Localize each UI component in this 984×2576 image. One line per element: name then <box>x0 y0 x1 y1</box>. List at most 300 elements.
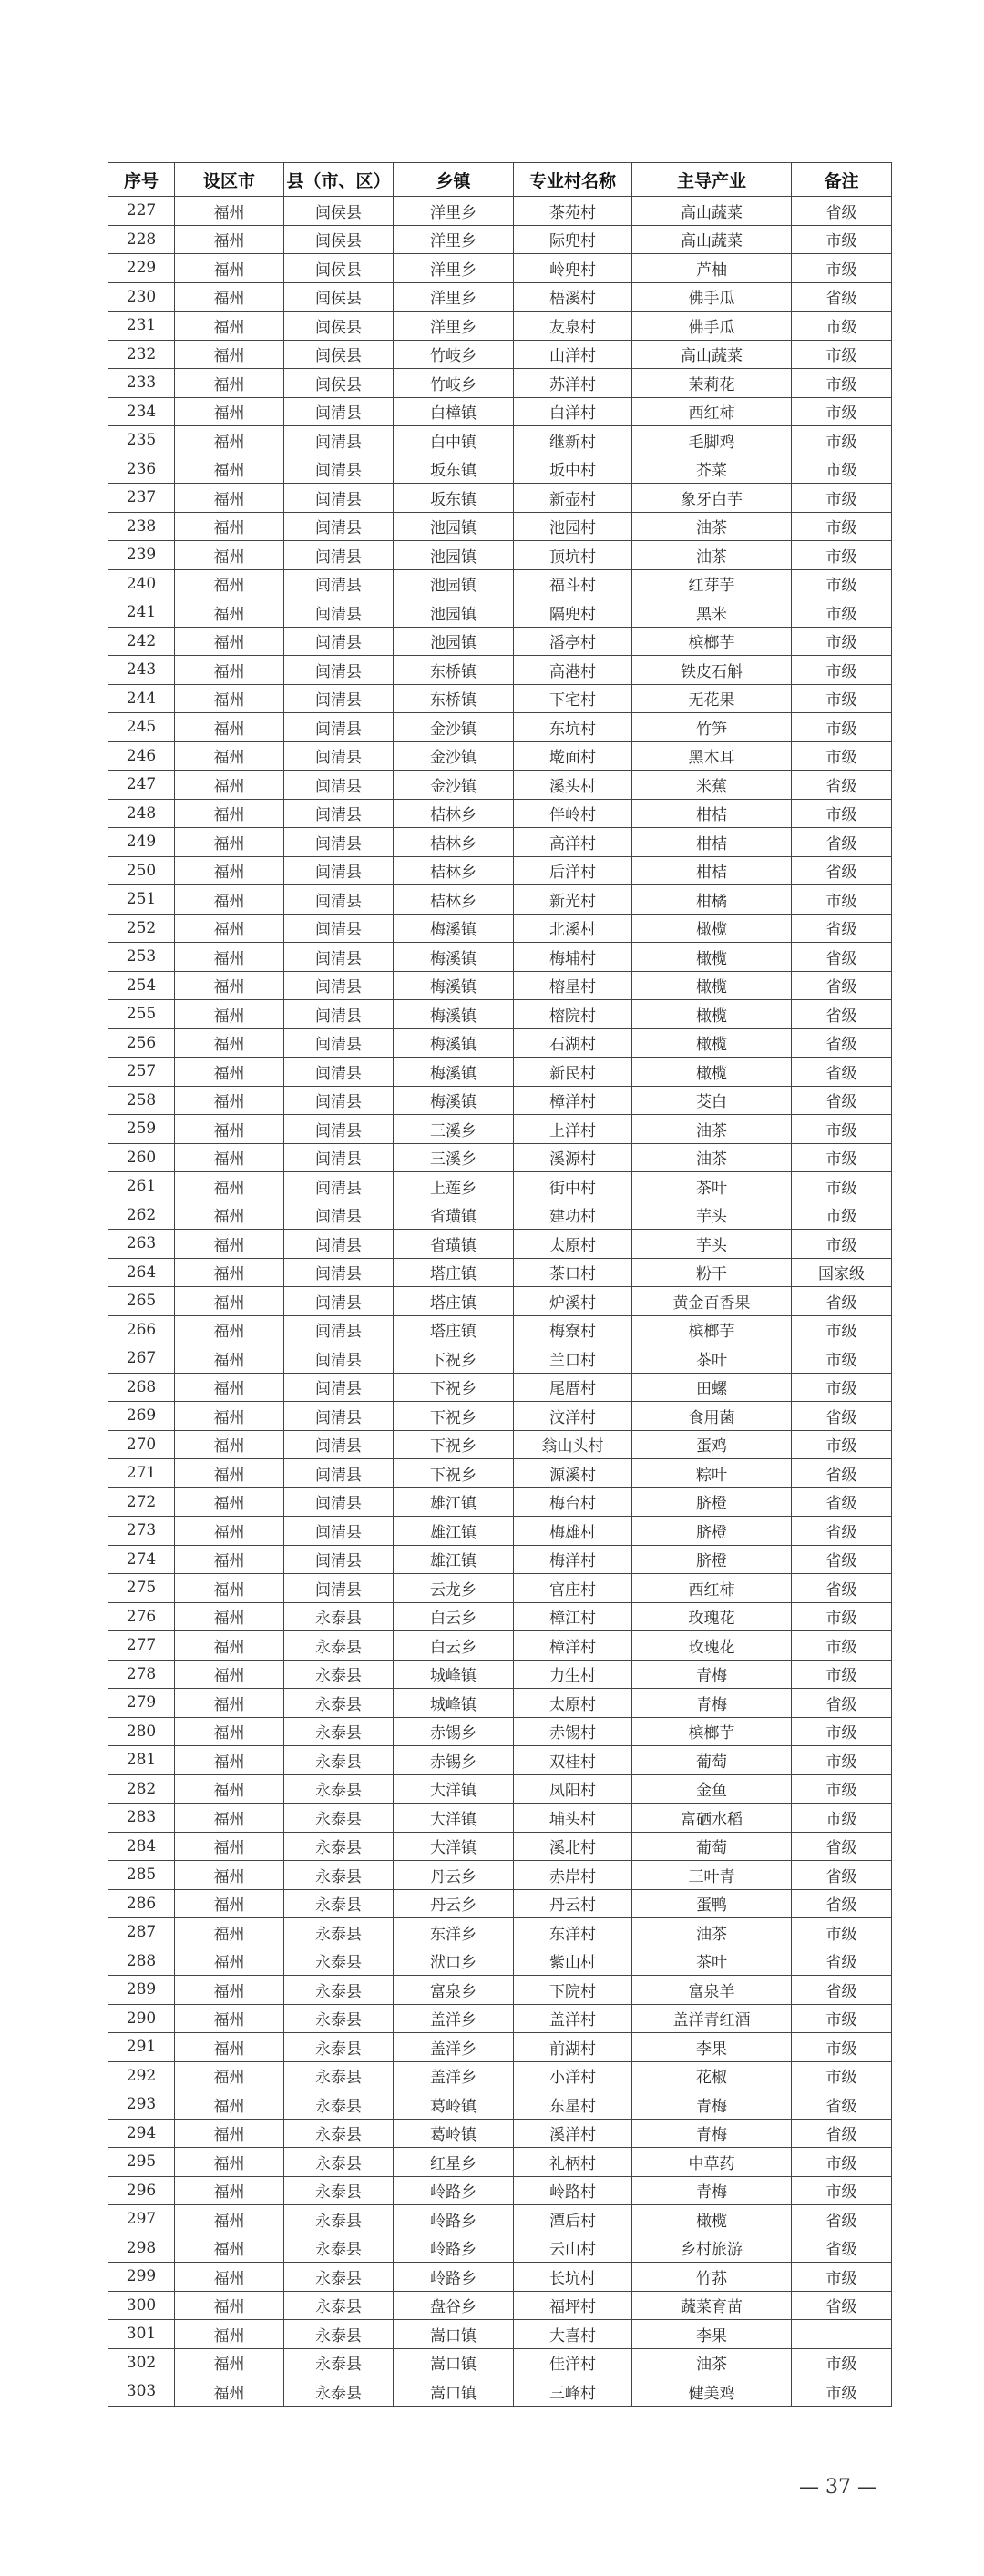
village-cell: 隔兜村 <box>514 598 632 628</box>
county-cell: 闽清县 <box>284 1287 394 1316</box>
township-cell: 盘谷乡 <box>394 2291 514 2320</box>
remark-cell: 省级 <box>792 1517 892 1546</box>
township-cell: 金沙镇 <box>394 741 514 771</box>
industry-cell: 槟榔芋 <box>632 627 792 656</box>
county-cell: 闽清县 <box>284 1517 394 1546</box>
index-cell: 246 <box>108 741 175 771</box>
city-cell: 福州 <box>175 598 284 628</box>
village-cell: 伴岭村 <box>514 799 632 828</box>
industry-cell: 柑桔 <box>632 856 792 885</box>
remark-cell: 省级 <box>792 828 892 857</box>
table-row <box>108 2234 892 2263</box>
industry-cell: 李果 <box>632 2320 792 2349</box>
remark-cell: 省级 <box>792 1402 892 1431</box>
table-row <box>108 225 892 254</box>
county-cell: 永泰县 <box>284 2263 394 2292</box>
table-row <box>108 1947 892 1976</box>
county-cell: 闽侯县 <box>284 254 394 283</box>
index-cell: 265 <box>108 1287 175 1316</box>
township-cell: 葛岭镇 <box>394 2090 514 2120</box>
village-cell: 上洋村 <box>514 1115 632 1144</box>
industry-cell: 富泉羊 <box>632 1976 792 2005</box>
city-cell: 福州 <box>175 799 284 828</box>
city-cell: 福州 <box>175 1287 284 1316</box>
remark-cell: 市级 <box>792 656 892 685</box>
township-cell: 省璜镇 <box>394 1201 514 1230</box>
industry-cell: 橄榄 <box>632 943 792 972</box>
table-row <box>108 2377 892 2407</box>
index-cell: 256 <box>108 1028 175 1058</box>
county-cell: 闽清县 <box>284 1086 394 1115</box>
city-cell: 福州 <box>175 1660 284 1689</box>
remark-cell: 市级 <box>792 1201 892 1230</box>
township-cell: 金沙镇 <box>394 771 514 800</box>
remark-cell: 市级 <box>792 1230 892 1259</box>
county-cell: 永泰县 <box>284 2148 394 2177</box>
remark-cell: 省级 <box>792 2119 892 2148</box>
county-cell: 闽清县 <box>284 1172 394 1201</box>
remark-cell: 省级 <box>792 1058 892 1087</box>
table-row <box>108 541 892 570</box>
city-cell: 福州 <box>175 1804 284 1833</box>
remark-cell: 市级 <box>792 369 892 398</box>
table-row <box>108 656 892 685</box>
county-cell: 永泰县 <box>284 2176 394 2205</box>
industry-cell: 黑木耳 <box>632 741 792 771</box>
industry-cell: 茭白 <box>632 1086 792 1115</box>
table-row <box>108 1373 892 1402</box>
table-row <box>108 1028 892 1058</box>
county-cell: 闽清县 <box>284 1000 394 1029</box>
city-cell: 福州 <box>175 2234 284 2263</box>
city-cell: 福州 <box>175 225 284 254</box>
industry-cell: 青梅 <box>632 2176 792 2205</box>
index-cell: 267 <box>108 1344 175 1374</box>
column-header-index: 序号 <box>108 163 175 197</box>
industry-cell: 葡萄 <box>632 1832 792 1861</box>
county-cell: 闽清县 <box>284 1258 394 1287</box>
index-cell: 295 <box>108 2148 175 2177</box>
village-cell: 埔头村 <box>514 1804 632 1833</box>
village-cell: 太原村 <box>514 1230 632 1259</box>
index-cell: 249 <box>108 828 175 857</box>
table-row <box>108 1086 892 1115</box>
index-cell: 297 <box>108 2205 175 2234</box>
column-header-city: 设区市 <box>175 163 284 197</box>
index-cell: 268 <box>108 1373 175 1402</box>
remark-cell: 市级 <box>792 455 892 484</box>
township-cell: 梅溪镇 <box>394 914 514 943</box>
industry-cell: 茶叶 <box>632 1344 792 1374</box>
city-cell: 福州 <box>175 512 284 541</box>
table-row <box>108 1000 892 1029</box>
industry-cell: 芋头 <box>632 1201 792 1230</box>
village-cell: 凤阳村 <box>514 1774 632 1804</box>
remark-cell: 市级 <box>792 484 892 513</box>
county-cell: 永泰县 <box>284 1947 394 1976</box>
city-cell: 福州 <box>175 1000 284 1029</box>
township-cell: 大洋镇 <box>394 1804 514 1833</box>
township-cell: 东洋乡 <box>394 1918 514 1947</box>
township-cell: 东桥镇 <box>394 656 514 685</box>
remark-cell: 省级 <box>792 1861 892 1890</box>
table-row <box>108 1315 892 1344</box>
industry-cell: 青梅 <box>632 2119 792 2148</box>
county-cell: 闽清县 <box>284 656 394 685</box>
county-cell: 永泰县 <box>284 1631 394 1661</box>
index-cell: 261 <box>108 1172 175 1201</box>
village-cell: 际兜村 <box>514 225 632 254</box>
remark-cell: 市级 <box>792 254 892 283</box>
village-cell: 东坑村 <box>514 713 632 742</box>
table-row <box>108 2033 892 2062</box>
remark-cell: 市级 <box>792 885 892 915</box>
table-row <box>108 1172 892 1201</box>
table-row <box>108 340 892 369</box>
remark-cell: 市级 <box>792 2061 892 2090</box>
index-cell: 271 <box>108 1459 175 1488</box>
industry-cell: 黑米 <box>632 598 792 628</box>
village-cell: 坂中村 <box>514 455 632 484</box>
remark-cell: 省级 <box>792 943 892 972</box>
industry-cell: 橄榄 <box>632 971 792 1000</box>
index-cell: 292 <box>108 2061 175 2090</box>
table-row <box>108 1918 892 1947</box>
village-cell: 云山村 <box>514 2234 632 2263</box>
industry-cell: 米蕉 <box>632 771 792 800</box>
city-cell: 福州 <box>175 197 284 226</box>
city-cell: 福州 <box>175 1545 284 1574</box>
county-cell: 永泰县 <box>284 2348 394 2377</box>
index-cell: 253 <box>108 943 175 972</box>
industry-cell: 橄榄 <box>632 1028 792 1058</box>
county-cell: 永泰县 <box>284 1918 394 1947</box>
county-cell: 闽清县 <box>284 1402 394 1431</box>
table-row <box>108 1774 892 1804</box>
remark-cell: 市级 <box>792 1373 892 1402</box>
county-cell: 闽清县 <box>284 627 394 656</box>
village-cell: 小洋村 <box>514 2061 632 2090</box>
remark-cell: 省级 <box>792 1287 892 1316</box>
village-cell: 茶苑村 <box>514 197 632 226</box>
industry-cell: 铁皮石斛 <box>632 656 792 685</box>
industry-cell: 盖洋青红酒 <box>632 2004 792 2033</box>
township-cell: 梅溪镇 <box>394 971 514 1000</box>
industry-cell: 富硒水稻 <box>632 1804 792 1833</box>
industry-cell: 毛脚鸡 <box>632 426 792 455</box>
industry-cell: 油茶 <box>632 512 792 541</box>
industry-cell: 芥菜 <box>632 455 792 484</box>
industry-cell: 柑桔 <box>632 828 792 857</box>
industry-cell: 乡村旅游 <box>632 2234 792 2263</box>
township-cell: 竹岐乡 <box>394 369 514 398</box>
table-row <box>108 1430 892 1459</box>
remark-cell: 市级 <box>792 1602 892 1631</box>
index-cell: 284 <box>108 1832 175 1861</box>
table-row <box>108 771 892 800</box>
index-cell: 248 <box>108 799 175 828</box>
city-cell: 福州 <box>175 1172 284 1201</box>
township-cell: 富泉乡 <box>394 1976 514 2005</box>
index-cell: 301 <box>108 2320 175 2349</box>
county-cell: 闽清县 <box>284 771 394 800</box>
index-cell: 281 <box>108 1746 175 1775</box>
remark-cell: 市级 <box>792 2263 892 2292</box>
table-row <box>108 312 892 341</box>
index-cell: 298 <box>108 2234 175 2263</box>
township-cell: 桔林乡 <box>394 885 514 915</box>
township-cell: 洋里乡 <box>394 312 514 341</box>
remark-cell: 省级 <box>792 1947 892 1976</box>
township-cell: 白云乡 <box>394 1631 514 1661</box>
index-cell: 285 <box>108 1861 175 1890</box>
table-row <box>108 1889 892 1918</box>
county-cell: 闽清县 <box>284 1545 394 1574</box>
city-cell: 福州 <box>175 1717 284 1746</box>
village-cell: 顶坑村 <box>514 541 632 570</box>
county-cell: 闽清县 <box>284 598 394 628</box>
village-cell: 梧溪村 <box>514 282 632 312</box>
county-cell: 闽清县 <box>284 943 394 972</box>
table-row <box>108 1058 892 1087</box>
remark-cell: 市级 <box>792 713 892 742</box>
index-cell: 231 <box>108 312 175 341</box>
city-cell: 福州 <box>175 1086 284 1115</box>
city-cell: 福州 <box>175 340 284 369</box>
column-header-village: 专业村名称 <box>514 163 632 197</box>
township-cell: 三溪乡 <box>394 1115 514 1144</box>
city-cell: 福州 <box>175 2090 284 2120</box>
county-cell: 永泰县 <box>284 2205 394 2234</box>
table-row <box>108 741 892 771</box>
industry-cell: 油茶 <box>632 2348 792 2377</box>
city-cell: 福州 <box>175 885 284 915</box>
remark-cell: 省级 <box>792 1000 892 1029</box>
table-row <box>108 799 892 828</box>
index-cell: 232 <box>108 340 175 369</box>
township-cell: 池园镇 <box>394 598 514 628</box>
county-cell: 闽清县 <box>284 1201 394 1230</box>
city-cell: 福州 <box>175 1746 284 1775</box>
county-cell: 闽清县 <box>284 512 394 541</box>
table-row <box>108 1660 892 1689</box>
county-cell: 闽清县 <box>284 569 394 598</box>
county-cell: 永泰县 <box>284 2291 394 2320</box>
industry-cell: 金鱼 <box>632 1774 792 1804</box>
remark-cell: 省级 <box>792 1028 892 1058</box>
industry-cell: 青梅 <box>632 1660 792 1689</box>
village-cell: 汶洋村 <box>514 1402 632 1431</box>
index-cell: 288 <box>108 1947 175 1976</box>
city-cell: 福州 <box>175 1459 284 1488</box>
index-cell: 270 <box>108 1430 175 1459</box>
table-row <box>108 943 892 972</box>
city-cell: 福州 <box>175 369 284 398</box>
township-cell: 梅溪镇 <box>394 1058 514 1087</box>
table-row <box>108 2148 892 2177</box>
industry-cell: 田螺 <box>632 1373 792 1402</box>
county-cell: 永泰县 <box>284 1774 394 1804</box>
county-cell: 永泰县 <box>284 2119 394 2148</box>
remark-cell: 市级 <box>792 1631 892 1661</box>
county-cell: 闽清县 <box>284 484 394 513</box>
city-cell: 福州 <box>175 2348 284 2377</box>
township-cell: 葛岭镇 <box>394 2119 514 2148</box>
county-cell: 闽清县 <box>284 1373 394 1402</box>
village-cell: 赤岸村 <box>514 1861 632 1890</box>
index-cell: 229 <box>108 254 175 283</box>
table-row <box>108 512 892 541</box>
city-cell: 福州 <box>175 684 284 713</box>
index-cell: 237 <box>108 484 175 513</box>
county-cell: 闽清县 <box>284 1459 394 1488</box>
industry-cell: 油茶 <box>632 1918 792 1947</box>
table-row <box>108 1717 892 1746</box>
county-cell: 闽清县 <box>284 914 394 943</box>
village-cell: 梅寮村 <box>514 1315 632 1344</box>
industry-cell: 粽叶 <box>632 1459 792 1488</box>
index-cell: 251 <box>108 885 175 915</box>
remark-cell: 省级 <box>792 1574 892 1603</box>
industry-cell: 槟榔芋 <box>632 1315 792 1344</box>
remark-cell: 市级 <box>792 799 892 828</box>
index-cell: 252 <box>108 914 175 943</box>
city-cell: 福州 <box>175 2377 284 2407</box>
village-cell: 东洋村 <box>514 1918 632 1947</box>
township-cell: 塔庄镇 <box>394 1258 514 1287</box>
table-header <box>108 163 892 197</box>
table-row <box>108 2090 892 2120</box>
city-cell: 福州 <box>175 1918 284 1947</box>
city-cell: 福州 <box>175 2033 284 2062</box>
village-cell: 白洋村 <box>514 397 632 426</box>
village-cell: 梅台村 <box>514 1487 632 1517</box>
county-cell: 闽侯县 <box>284 340 394 369</box>
township-cell: 池园镇 <box>394 569 514 598</box>
column-header-remark: 备注 <box>792 163 892 197</box>
index-cell: 300 <box>108 2291 175 2320</box>
city-cell: 福州 <box>175 569 284 598</box>
township-cell: 白中镇 <box>394 426 514 455</box>
city-cell: 福州 <box>175 1373 284 1402</box>
city-cell: 福州 <box>175 2320 284 2349</box>
village-cell: 街中村 <box>514 1172 632 1201</box>
specialty-village-table <box>108 162 892 2407</box>
township-cell: 梅溪镇 <box>394 1086 514 1115</box>
remark-cell: 市级 <box>792 2176 892 2205</box>
remark-cell: 市级 <box>792 1430 892 1459</box>
index-cell: 303 <box>108 2377 175 2407</box>
table-row <box>108 971 892 1000</box>
table-row <box>108 598 892 628</box>
county-cell: 永泰县 <box>284 2234 394 2263</box>
village-cell: 继新村 <box>514 426 632 455</box>
city-cell: 福州 <box>175 656 284 685</box>
city-cell: 福州 <box>175 1315 284 1344</box>
county-cell: 闽清县 <box>284 397 394 426</box>
county-cell: 闽清县 <box>284 455 394 484</box>
township-cell: 云龙乡 <box>394 1574 514 1603</box>
index-cell: 299 <box>108 2263 175 2292</box>
remark-cell: 市级 <box>792 426 892 455</box>
index-cell: 239 <box>108 541 175 570</box>
city-cell: 福州 <box>175 1487 284 1517</box>
index-cell: 235 <box>108 426 175 455</box>
township-cell: 雄江镇 <box>394 1487 514 1517</box>
index-cell: 280 <box>108 1717 175 1746</box>
county-cell: 闽清县 <box>284 1487 394 1517</box>
table-row <box>108 1631 892 1661</box>
city-cell: 福州 <box>175 914 284 943</box>
remark-cell: 市级 <box>792 1774 892 1804</box>
city-cell: 福州 <box>175 971 284 1000</box>
table-row <box>108 484 892 513</box>
village-cell: 尾厝村 <box>514 1373 632 1402</box>
industry-cell: 高山蔬菜 <box>632 197 792 226</box>
table-row <box>108 1545 892 1574</box>
county-cell: 闽清县 <box>284 741 394 771</box>
village-cell: 墘面村 <box>514 741 632 771</box>
remark-cell: 省级 <box>792 971 892 1000</box>
county-cell: 闽清县 <box>284 1058 394 1087</box>
county-cell: 永泰县 <box>284 2033 394 2062</box>
township-cell: 塔庄镇 <box>394 1287 514 1316</box>
city-cell: 福州 <box>175 627 284 656</box>
remark-cell: 省级 <box>792 282 892 312</box>
township-cell: 三溪乡 <box>394 1143 514 1172</box>
remark-cell: 省级 <box>792 197 892 226</box>
township-cell: 盖洋乡 <box>394 2004 514 2033</box>
industry-cell: 黄金百香果 <box>632 1287 792 1316</box>
township-cell: 桔林乡 <box>394 856 514 885</box>
city-cell: 福州 <box>175 1143 284 1172</box>
county-cell: 永泰县 <box>284 1832 394 1861</box>
table-row <box>108 1459 892 1488</box>
city-cell: 福州 <box>175 1889 284 1918</box>
table-row <box>108 369 892 398</box>
village-cell: 榕星村 <box>514 971 632 1000</box>
county-cell: 闽清县 <box>284 426 394 455</box>
industry-cell: 象牙白芋 <box>632 484 792 513</box>
index-cell: 296 <box>108 2176 175 2205</box>
remark-cell: 省级 <box>792 2234 892 2263</box>
county-cell: 闽清县 <box>284 799 394 828</box>
county-cell: 闽清县 <box>284 856 394 885</box>
remark-cell: 市级 <box>792 340 892 369</box>
index-cell: 294 <box>108 2119 175 2148</box>
city-cell: 福州 <box>175 455 284 484</box>
table-row <box>108 1230 892 1259</box>
township-cell: 上莲乡 <box>394 1172 514 1201</box>
index-cell: 279 <box>108 1689 175 1718</box>
city-cell: 福州 <box>175 1344 284 1374</box>
village-cell: 北溪村 <box>514 914 632 943</box>
remark-cell: 市级 <box>792 2033 892 2062</box>
index-cell: 272 <box>108 1487 175 1517</box>
table-row <box>108 2004 892 2033</box>
township-cell: 桔林乡 <box>394 828 514 857</box>
remark-cell: 省级 <box>792 1889 892 1918</box>
county-cell: 闽侯县 <box>284 225 394 254</box>
village-cell: 下院村 <box>514 1976 632 2005</box>
township-cell: 东桥镇 <box>394 684 514 713</box>
village-cell: 樟江村 <box>514 1602 632 1631</box>
village-cell: 高洋村 <box>514 828 632 857</box>
index-cell: 240 <box>108 569 175 598</box>
village-cell: 樟洋村 <box>514 1631 632 1661</box>
remark-cell: 省级 <box>792 771 892 800</box>
remark-cell: 市级 <box>792 1804 892 1833</box>
